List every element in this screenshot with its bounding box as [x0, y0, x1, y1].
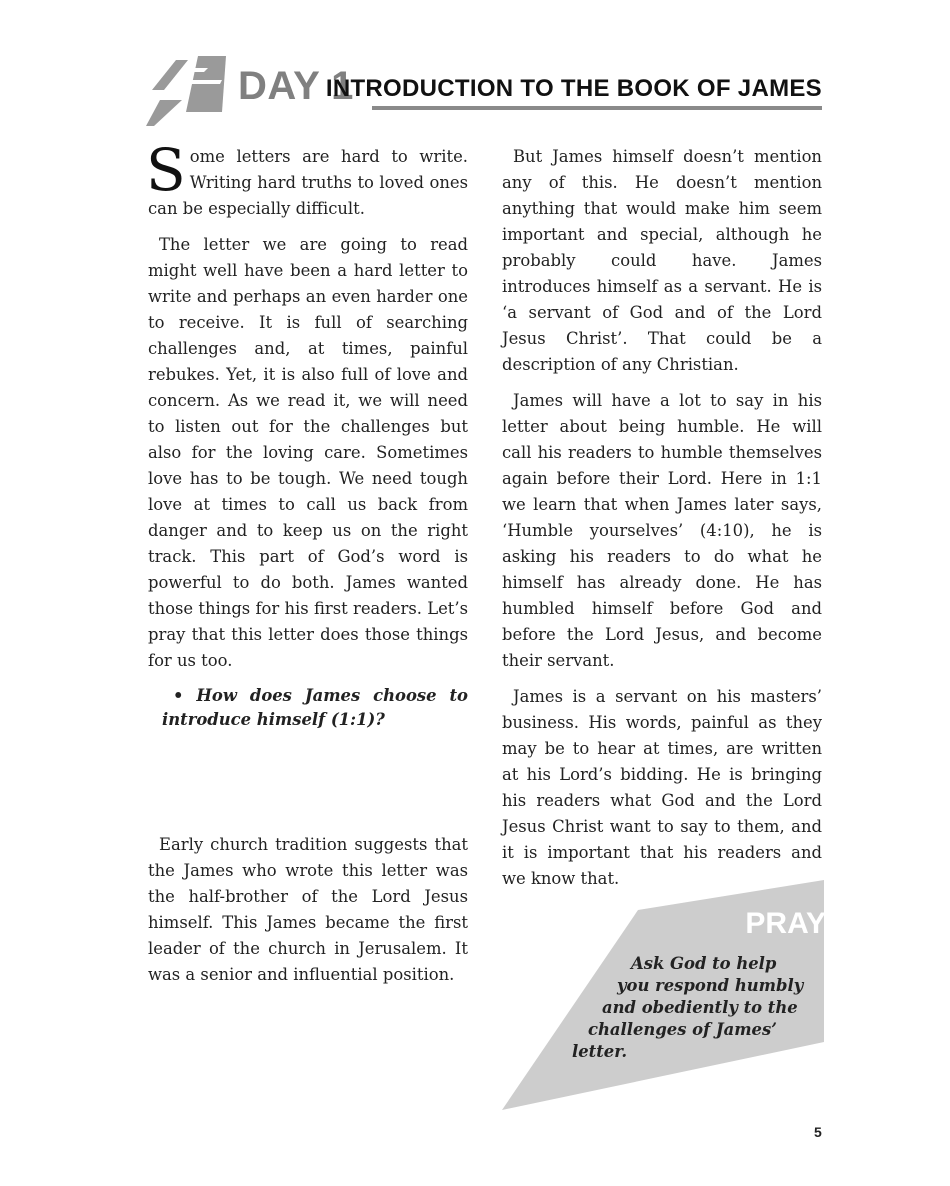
body-paragraph: But James himself doesn’t mention any of this. He doesn’t mention anything that would make him seem important and special, although he probably could have. James introduces himself as a servant. He is ‘a servant of God and of the Lord Jesus Christ’. That could be a description of any Christian.	[502, 147, 822, 374]
day-label: DAY 1	[238, 64, 354, 108]
body-paragraph: James will have a lot to say in his letter about being humble. He will call his readers to humble themselves again before their Lord. Here in 1:1 we learn that when James later says, ‘Humble yourselves’ (4:10), he is asking his readers to do what he himself has already done. He has humbled himself before God and before the Lord Jesus, and become their servant.	[502, 391, 822, 670]
pray-line: Ask God to help	[631, 954, 777, 973]
intro-text: ome letters are hard to write. Writing hard truths to loved ones can be especially difficult.	[148, 147, 468, 218]
book-logo-icon	[146, 54, 228, 128]
body-paragraph: James is a servant on his masters’ business. His words, painful as they may be to hear at times, are written at his Lord’s bidding. He is bringing his readers what God and the Lord Jesus Christ want to say to them, and it is important that his readers and we know that.	[502, 687, 822, 888]
pray-title: PRAY	[745, 907, 826, 940]
study-question: • How does James choose to introduce himself (1:1)?	[162, 686, 468, 729]
intro-paragraph	[146, 136, 468, 222]
body-paragraph: The letter we are going to read might well have been a hard letter to write and perhaps an even harder one to receive. It is full of searching challenges and, at times, painful rebukes. Yet, it is also full of love and concern. As we read it, we will need to listen out for the challenges but also for the loving care. Sometimes love has to be tough. We need tough love at times to call us back from danger and to keep us on the right track. This part of God’s word is powerful to do both. James wanted those things for his first readers. Let’s pray that this letter does those things for us too.	[148, 235, 468, 670]
right-column	[502, 144, 822, 902]
chapter-title: INTRODUCTION TO THE BOOK OF JAMES	[325, 75, 822, 102]
pray-line: you respond humbly	[617, 976, 804, 995]
pray-line: letter.	[572, 1042, 628, 1061]
body-paragraph: Early church tradition suggests that the James who wrote this letter was the half-brother of the Lord Jesus himself. This James became the first leader of the church in Jerusalem. It was a senior and influential position.	[148, 835, 468, 984]
page-number: 5	[814, 1124, 822, 1140]
pray-line: and obediently to the	[602, 998, 798, 1017]
drop-cap: S	[146, 136, 186, 204]
header-divider	[372, 106, 822, 110]
answer-space	[148, 742, 468, 832]
left-column	[146, 136, 468, 998]
pray-line: challenges of James’	[588, 1020, 777, 1039]
